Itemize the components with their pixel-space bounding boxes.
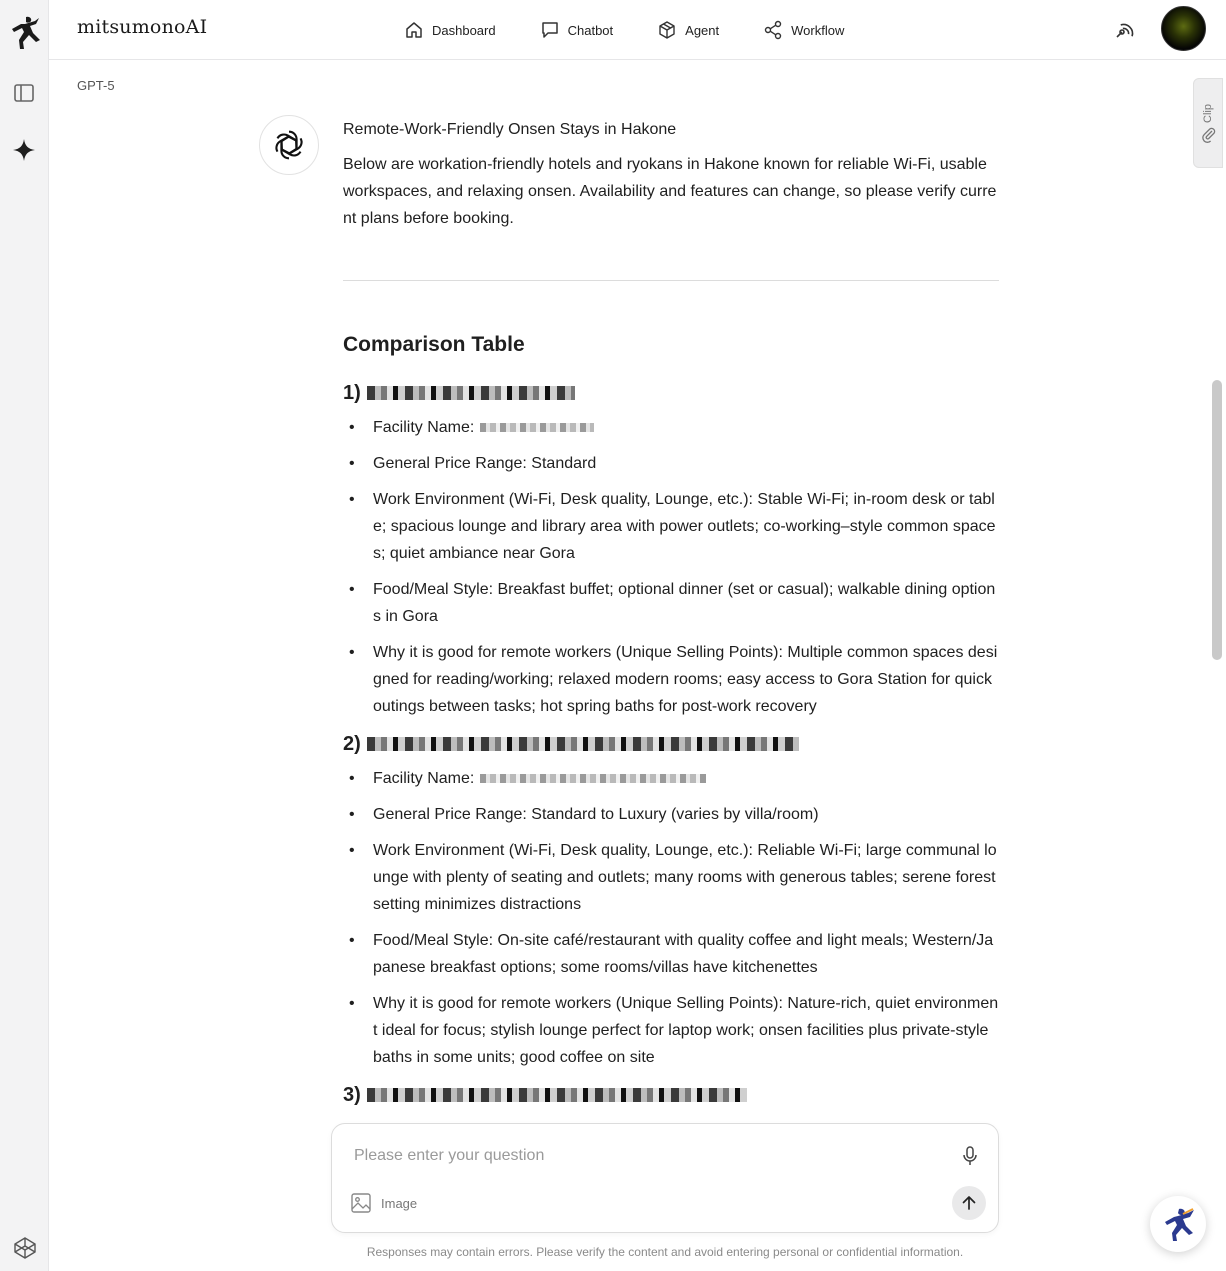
list-item: • General Price Range: Standard to Luxury (varies by villa/room) xyxy=(343,801,999,828)
entry-list xyxy=(343,414,999,720)
nav-agent[interactable] xyxy=(657,20,719,40)
clip-tab[interactable] xyxy=(1193,78,1223,168)
send-button[interactable] xyxy=(952,1186,986,1220)
entry-heading xyxy=(343,1080,999,1110)
model-label: GPT-5 xyxy=(77,78,115,93)
redacted-facility-title xyxy=(367,386,575,400)
list-item: • General Price Range: Standard xyxy=(343,450,999,477)
sidebar-toggle-icon[interactable] xyxy=(13,82,35,104)
redacted-facility-name xyxy=(480,774,706,783)
paperclip-icon xyxy=(1201,127,1217,143)
entry-number: 1) xyxy=(343,382,361,404)
assistant-fab-button[interactable] xyxy=(1150,1196,1206,1252)
chat-scroll-area[interactable] xyxy=(49,60,1209,1116)
redacted-facility-name xyxy=(480,423,594,432)
clip-label: Clip xyxy=(1202,104,1214,123)
brand-name: mitsumonoAI xyxy=(77,16,208,38)
arrow-up-icon xyxy=(959,1193,979,1213)
cube-icon xyxy=(657,20,677,40)
chat-composer xyxy=(331,1123,999,1233)
nav-workflow-label: Workflow xyxy=(791,22,845,38)
list-item xyxy=(343,765,999,792)
question-input[interactable] xyxy=(354,1142,934,1170)
nav-dashboard-label: Dashboard xyxy=(432,22,496,38)
entry-heading xyxy=(343,729,999,759)
list-item: • Work Environment (Wi-Fi, Desk quality, Lounge, etc.): Reliable Wi-Fi; large communal lounge with plenty of seating and outlets; many rooms with generous tables; serene forest setting minimizes distractions xyxy=(343,837,999,918)
assistant-message xyxy=(343,116,999,1110)
nav-workflow[interactable] xyxy=(763,20,844,40)
list-item: • Work Environment (Wi-Fi, Desk quality, Lounge, etc.): Stable Wi-Fi; in-room desk or table; spacious lounge and library area with power outlets; co-working–style common spaces; quiet ambiance near Gora xyxy=(343,486,999,567)
redacted-facility-title xyxy=(367,1088,747,1102)
message-intro: Below are workation-friendly hotels and ryokans in Hakone known for reliable Wi-Fi, usable workspaces, and relaxing onsen. Availability and features can change, so please verify current plans before booking. xyxy=(343,156,997,227)
entry-list xyxy=(343,765,999,1071)
ninja-logo-icon[interactable] xyxy=(8,14,42,50)
chat-bubble-icon xyxy=(540,20,560,40)
microphone-icon[interactable] xyxy=(958,1144,982,1168)
image-button-label: Image xyxy=(381,1195,418,1211)
nav-dashboard[interactable] xyxy=(404,20,496,40)
list-item: • Why it is good for remote workers (Unique Selling Points): Nature-rich, quiet environment ideal for focus; stylish lounge perfect for laptop work; onsen facilities plus private-style baths in some units; good coffee on site xyxy=(343,990,999,1071)
entry-heading xyxy=(343,378,999,408)
disclaimer-text: Responses may contain errors. Please verify the content and avoid entering personal or confidential information. xyxy=(366,1245,964,1259)
comparison-heading: Comparison Table xyxy=(343,333,525,356)
facility-name-label: Facility Name: xyxy=(373,770,475,787)
user-avatar[interactable] xyxy=(1161,6,1206,51)
image-upload-button[interactable] xyxy=(350,1192,417,1214)
broadcast-signal-icon[interactable] xyxy=(1113,17,1137,41)
codepen-cube-icon[interactable] xyxy=(13,1236,37,1260)
sparkle-icon[interactable] xyxy=(12,138,36,162)
list-item xyxy=(343,414,999,441)
main-nav xyxy=(404,0,888,60)
assistant-avatar xyxy=(259,115,319,175)
divider xyxy=(343,280,999,281)
entry-number: 2) xyxy=(343,733,361,755)
list-item: • Food/Meal Style: On-site café/restaurant with quality coffee and light meals; Western/Japanese breakfast options; some rooms/villas have kitchenettes xyxy=(343,927,999,981)
list-item: • Why it is good for remote workers (Unique Selling Points): Multiple common spaces designed for reading/working; relaxed modern rooms; easy access to Gora Station for quick outings between tasks; hot spring baths for post-work recovery xyxy=(343,639,999,720)
nav-chatbot-label: Chatbot xyxy=(567,22,614,38)
top-header xyxy=(49,0,1226,60)
left-rail xyxy=(0,0,49,1271)
redacted-facility-title xyxy=(367,737,799,751)
home-icon xyxy=(404,20,424,40)
openai-logo-icon xyxy=(270,126,308,164)
share-nodes-icon xyxy=(763,20,783,40)
message-title: Remote-Work-Friendly Onsen Stays in Hakone xyxy=(343,121,677,138)
entry-number: 3) xyxy=(343,1084,361,1106)
image-icon xyxy=(350,1192,372,1214)
list-item: • Food/Meal Style: Breakfast buffet; optional dinner (set or casual); walkable dining options in Gora xyxy=(343,576,999,630)
scrollbar-thumb[interactable] xyxy=(1212,380,1222,660)
ninja-mascot-icon xyxy=(1159,1205,1197,1243)
facility-name-label: Facility Name: xyxy=(373,419,475,436)
nav-agent-label: Agent xyxy=(685,22,720,38)
nav-chatbot[interactable] xyxy=(540,20,614,40)
